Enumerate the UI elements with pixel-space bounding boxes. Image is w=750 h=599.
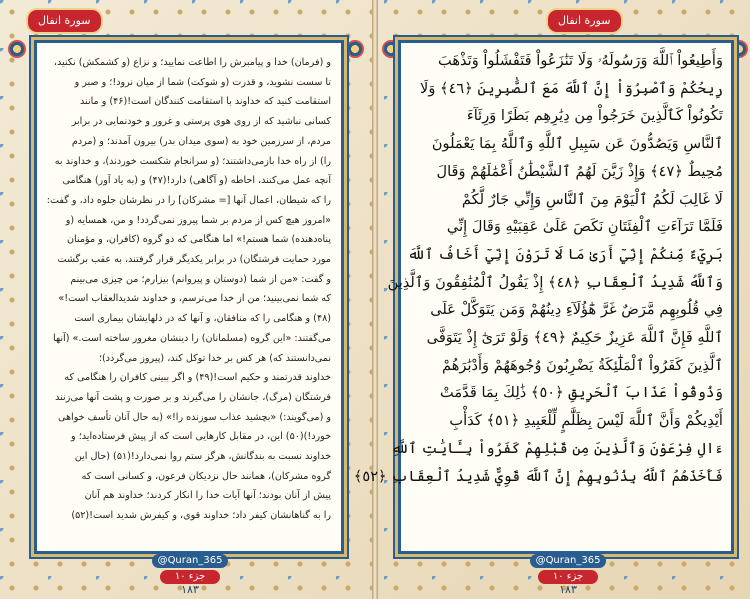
corner-ornament-icon bbox=[346, 40, 364, 58]
page-footer bbox=[508, 548, 628, 596]
translation-text bbox=[47, 53, 331, 541]
verse-line: بَرِيٓءٌ مِّنكُمْ إِنِّيٓ أَرَىٰ مَا لَا تَرَوْنَ إِنِّيٓ أَخَافُ ٱللَّهَ bbox=[407, 245, 723, 263]
verse-line: رِيحُكُمْ وَٱصْبِرُوٓاْ إِنَّ ٱللَّهَ مَعَ ٱلصَّٰبِرِينَ ﴿٤٦﴾ وَلَا bbox=[420, 79, 723, 97]
verse-line: تَكُونُواْ كَٱلَّذِينَ خَرَجُواْ مِن دِيَٰرِهِم بَطَرًا وَرِئَآءَ bbox=[466, 107, 723, 125]
verse-line: ٱلَّذِينَ كَفَرُواْ ٱلْمَلَٰٓئِكَةُ يَضْرِبُونَ وُجُوهَهُمْ وَأَدْبَٰرَهُمْ bbox=[441, 356, 723, 374]
verse-line: فَأَخَذَهُمُ ٱللَّهُ بِذُنُوبِهِمْ إِنَّ ٱللَّهَ قَوِيٌّ شَدِيدُ ٱلْعِقَابِ ﴿٥٢﴾ bbox=[353, 467, 723, 485]
verse-line: وَٱللَّهُ شَدِيدُ ٱلْعِقَابِ ﴿٤٨﴾ إِذْ يَقُولُ ٱلْمُنَٰفِقُونَ وَٱلَّذِينَ bbox=[387, 273, 723, 291]
translation-line: و گفت: «من از شما (دوستان و پیروانم) بیزارم؛ من چیزی می‌بینم bbox=[70, 273, 331, 285]
translation-line: می‌گفتند: «این گروه (مسلمانان) را دینشان مغرور ساخته است.» (آنها bbox=[53, 332, 331, 344]
translation-line: که شما نمی‌بینید؛ من از خدا می‌ترسم، و خداوند شدیدالعقاب است!» bbox=[58, 293, 331, 305]
translation-frame bbox=[34, 40, 344, 554]
arabic-frame bbox=[353, 40, 734, 554]
verse-line: ءَالِ فِرْعَوْنَ وَٱلَّذِينَ مِن قَبْلِهِمْ كَفَرُواْ بِـَٔايَٰتِ ٱللَّهِ bbox=[391, 439, 723, 457]
surah-label: سورة انفال bbox=[546, 8, 623, 34]
translation-line: خداوند قدرتمند و حکیم است!(۴۹) و اگر ببینی کافران را هنگامی که bbox=[64, 372, 331, 384]
arabic-text bbox=[353, 47, 723, 547]
arabic-page bbox=[353, 0, 750, 599]
translation-line: پناه‌دهنده) شما هستم!» اما هنگامی که دو گروه (کافران، و مؤمنان bbox=[67, 234, 331, 246]
translation-line: و (می‌گویند:) «بچشید عذاب سوزنده را!» (به حال آنان تأسف خواهی bbox=[57, 411, 331, 423]
translation-line: نمی‌دانستند که) هر کس بر خدا توکل کند، (پیروز می‌گردد)؛ bbox=[98, 352, 331, 364]
verse-line: وَأَطِيعُواْ ٱللَّهَ وَرَسُولَهُۥ وَلَا تَنَٰزَعُواْ فَتَفْشَلُواْ وَتَذْهَبَ bbox=[437, 52, 723, 69]
translation-line: و (فرمان) خدا و پیامبرش را اطاعت نمایید؛ و نزاع (و کشمکش) نکنید، bbox=[53, 57, 331, 68]
corner-ornament-icon bbox=[8, 40, 26, 58]
translation-line: استقامت کنید که خداوند با استقامت کنندگان است!(۴۶) و مانند bbox=[80, 96, 331, 108]
translation-line: فرشتگان (مرگ)، جانشان را می‌گیرند و بر صورت و پشت آنها می‌زنند bbox=[55, 391, 331, 403]
translation-line: خورد!)(۵۰) این، در مقابل کارهایی است که از پیش فرستاده‌اید؛ و bbox=[71, 431, 331, 443]
translation-line: را که شیطان، اعمال آنها [= مشرکان] را در نظرشان جلوه داد، و گفت: bbox=[46, 194, 331, 206]
verse-line: فَلَمَّا تَرَآءَتِ ٱلْفِئَتَانِ نَكَصَ عَلَىٰ عَقِبَيْهِ وَقَالَ إِنِّي bbox=[446, 218, 723, 236]
channel-handle: @Quran_365 bbox=[530, 554, 607, 568]
translation-line: (۴۸) و هنگامی را که منافقان، و آنها که در دلهایشان بیماری است bbox=[74, 313, 331, 325]
verse-line: وَذُوقُواْ عَذَابَ ٱلْحَرِيقِ ﴿٥٠﴾ ذَٰلِكَ بِمَا قَدَّمَتْ bbox=[440, 384, 723, 402]
page-number: ۱۸۳ bbox=[559, 583, 577, 596]
surah-label: سورة انفال bbox=[26, 8, 103, 34]
translation-line: «امروز هیچ کس از مردم بر شما پیروز نمی‌گردد! و من، همسایه (و bbox=[65, 214, 331, 226]
translation-line: را به گناهانشان کیفر داد؛ خداوند قوی، و کیفرش شدید است!(۵۲) bbox=[71, 510, 331, 522]
translation-line: کسانی نباشید که از روی هوی پرستی و غرور و خودنمایی در برابر bbox=[71, 116, 331, 128]
translation-line: خداوند نسبت به بندگانش، هرگز ستم روا نمی‌دارد!(۵۱) (حال این bbox=[74, 451, 331, 463]
translation-line: را) از راه خدا بازمی‌داشتند؛ (و سرانجام شکست خوردند)، و خداوند به bbox=[54, 155, 331, 167]
translation-line: تا سست نشوید، و قدرت (و شوکت) شما از میان نرود!؛ و صبر و bbox=[74, 76, 331, 88]
translation-line: مورد حمایت فرشتگان) در برابر یکدیگر قرار گرفتند، به عقب برگشت bbox=[57, 254, 331, 266]
verse-line: فِي قُلُوبِهِم مَّرَضٌ غَرَّ هَٰٓؤُلَآءِ دِينُهُمْ وَمَن يَتَوَكَّلْ عَلَى bbox=[430, 301, 723, 319]
channel-handle: @Quran_365 bbox=[152, 554, 229, 568]
juz-badge: جزء ۱۰ bbox=[538, 570, 598, 584]
translation-line: گروه مشرکان)، همانند حال نزدیکان فرعون، و کسانی است که bbox=[81, 470, 331, 482]
juz-badge: جزء ۱۰ bbox=[160, 570, 220, 584]
translation-line: مردم، از سرزمین خود به (سوی میدان بدر) بیرون آمدند؛ و (مردم bbox=[71, 135, 331, 147]
translation-page bbox=[0, 0, 372, 599]
verse-line: ٱللَّهِ فَإِنَّ ٱللَّهَ عَزِيزٌ حَكِيمٌ ﴿٤٩﴾ وَلَوْ تَرَىٰٓ إِذْ يَتَوَفَّى bbox=[426, 329, 723, 347]
verse-line: أَيْدِيكُمْ وَأَنَّ ٱللَّهَ لَيْسَ بِظَلَّٰمٍ لِّلْعَبِيدِ ﴿٥١﴾ كَدَأْبِ bbox=[449, 412, 723, 430]
translation-line: آنچه عمل می‌کنند، احاطه (و آگاهی) دارد!(۴۷) و (به یاد آور) هنگامی bbox=[62, 175, 331, 187]
verse-line: مُحِيطٌ ﴿٤٧﴾ وَإِذْ زَيَّنَ لَهُمُ ٱلشَّيْطَٰنُ أَعْمَٰلَهُمْ وَقَالَ bbox=[436, 162, 723, 180]
verse-line: لَا غَالِبَ لَكُمُ ٱلْيَوْمَ مِنَ ٱلنَّاسِ وَإِنِّي جَارٌ لَّكُمْ bbox=[461, 190, 723, 208]
page-number: ۱۸۳ bbox=[181, 583, 199, 596]
translation-line: پیش از آنان بودند؛ آنها آیات خدا را انکار کردند؛ خداوند هم آنان bbox=[84, 490, 331, 502]
page-footer bbox=[130, 548, 250, 596]
verse-line: ٱلنَّاسِ وَيَصُدُّونَ عَن سَبِيلِ ٱللَّهِ وَٱللَّهُ بِمَا يَعْمَلُونَ bbox=[431, 135, 723, 153]
